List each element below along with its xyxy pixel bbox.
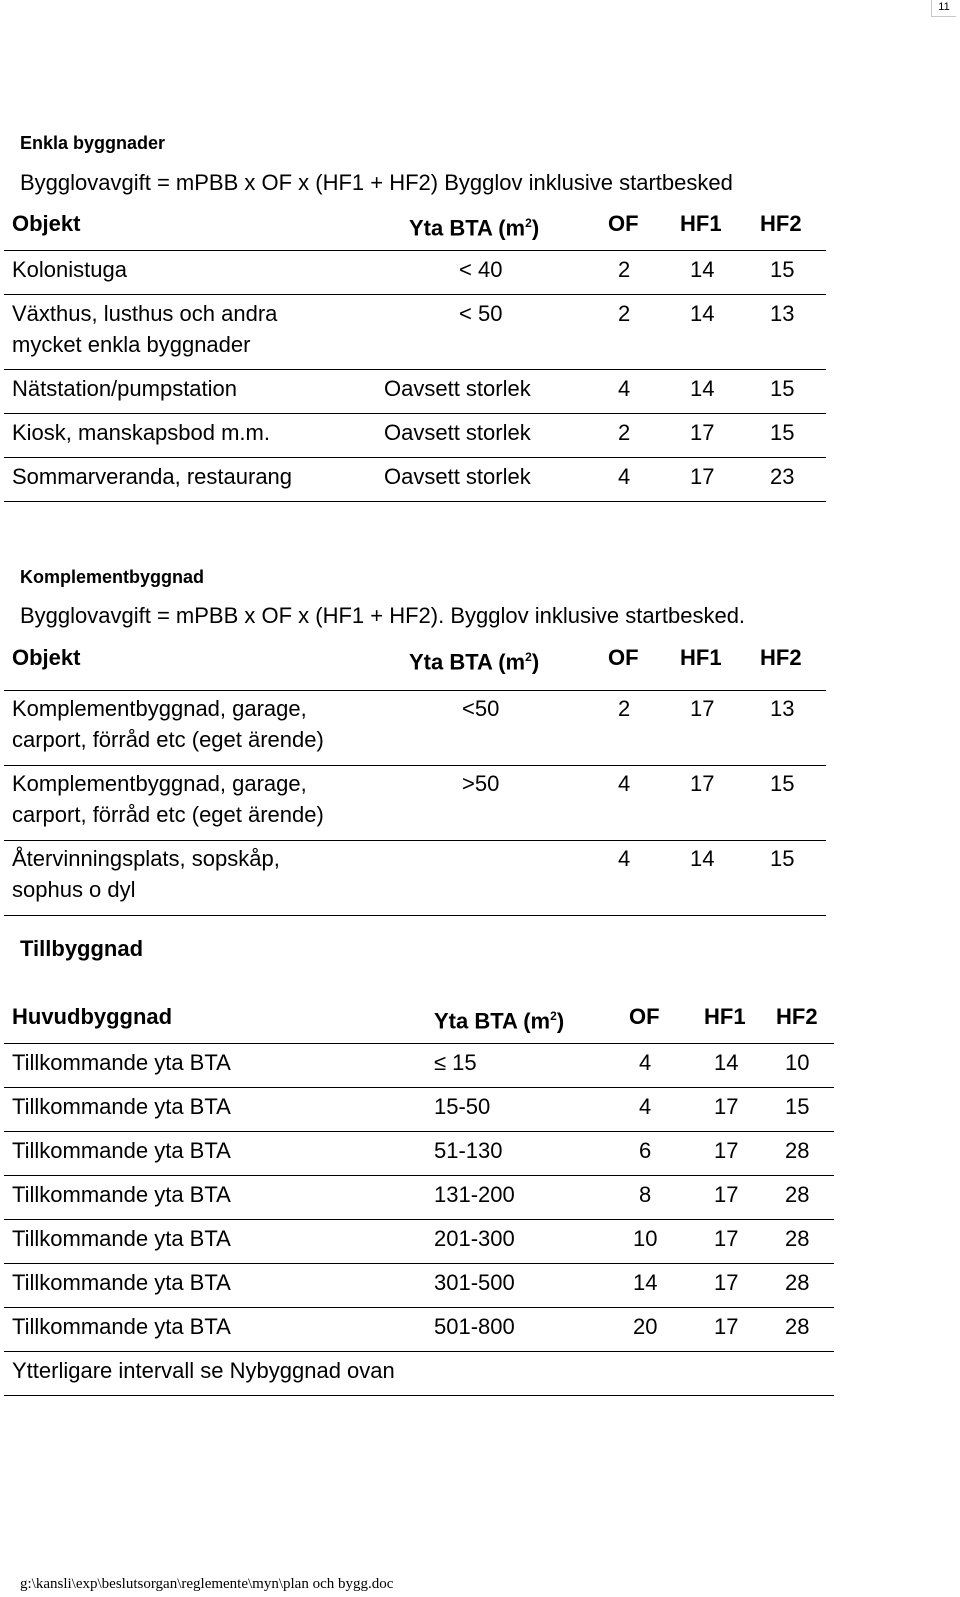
- table-row: Komplementbyggnad, garage, carport, förråd etc (eget ärende) <50 2 17 13: [4, 691, 826, 766]
- section-heading-komplement: Komplementbyggnad: [20, 567, 205, 587]
- table-row: Sommarveranda, restaurang Oavsett storlek 4 17 23: [4, 458, 826, 502]
- table-komplement: [4, 642, 826, 916]
- table-header: [4, 642, 826, 691]
- col-hf2: HF2: [776, 1004, 818, 1029]
- table-row: Tillkommande yta BTA 131-200 8 17 28: [4, 1176, 834, 1220]
- page-number: 11: [931, 0, 956, 17]
- table-row: Tillkommande yta BTA ≤ 15 4 14 10: [4, 1044, 834, 1088]
- table-header: [4, 208, 826, 251]
- col-hf1: HF1: [680, 645, 722, 670]
- table-note-row: [4, 1352, 834, 1396]
- col-yta: Yta BTA $(m^2)$: [434, 1008, 565, 1034]
- footer-file-path: g:\kansli\exp\beslutsorgan\reglemente\myn\plan och bygg.doc: [20, 1576, 394, 1592]
- table-row: Växthus, lusthus och andra mycket enkla byggnader < 50 2 14 13: [4, 295, 826, 370]
- table-row: Tillkommande yta BTA 201-300 10 17 28: [4, 1220, 834, 1264]
- col-hf2: HF2: [760, 645, 802, 670]
- col-objekt: Objekt: [12, 211, 81, 236]
- col-objekt: Objekt: [12, 645, 81, 670]
- table-row: Kiosk, manskapsbod m.m. Oavsett storlek 2 17 15: [4, 414, 826, 458]
- section-heading-tillbyggnad: Tillbyggnad: [20, 936, 144, 961]
- table-row: Tillkommande yta BTA 301-500 14 17 28: [4, 1264, 834, 1308]
- col-huvudbyggnad: Huvudbyggnad: [12, 1004, 173, 1029]
- table-tillbyggnad: [4, 1001, 834, 1396]
- col-of: OF: [608, 211, 639, 236]
- table-row: Kolonistuga < 40 2 14 15: [4, 251, 826, 295]
- section-heading-enkla: Enkla byggnader: [20, 133, 166, 153]
- table-note: Ytterligare intervall se Nybyggnad ovan: [12, 1358, 395, 1383]
- col-hf2: HF2: [760, 211, 802, 236]
- col-of: OF: [608, 645, 639, 670]
- table-row: Tillkommande yta BTA 51-130 6 17 28: [4, 1132, 834, 1176]
- table-row: Komplementbyggnad, garage, carport, förråd etc (eget ärende) >50 4 17 15: [4, 766, 826, 841]
- col-hf1: HF1: [680, 211, 722, 236]
- col-hf1: HF1: [704, 1004, 746, 1029]
- table-header: [4, 1001, 834, 1044]
- formula-komplement: Bygglovavgift = mPBB x OF x (HF1 + HF2). Bygglov inklusive startbesked.: [20, 603, 746, 628]
- table-enkla: [4, 208, 826, 502]
- col-yta: Yta BTA $(m^2)$: [409, 215, 540, 241]
- table-row: Nätstation/pumpstation Oavsett storlek 4 14 15: [4, 370, 826, 414]
- table-row: Återvinningsplats, sopskåp, sophus o dyl 4 14 15: [4, 841, 826, 916]
- table-row: Tillkommande yta BTA 501-800 20 17 28: [4, 1308, 834, 1352]
- table-row: Tillkommande yta BTA 15-50 4 17 15: [4, 1088, 834, 1132]
- formula-enkla: Bygglovavgift = mPBB x OF x (HF1 + HF2) Bygglov inklusive startbesked: [20, 170, 733, 195]
- col-yta: Yta BTA $(m^2)$: [409, 649, 540, 675]
- col-of: OF: [629, 1004, 660, 1029]
